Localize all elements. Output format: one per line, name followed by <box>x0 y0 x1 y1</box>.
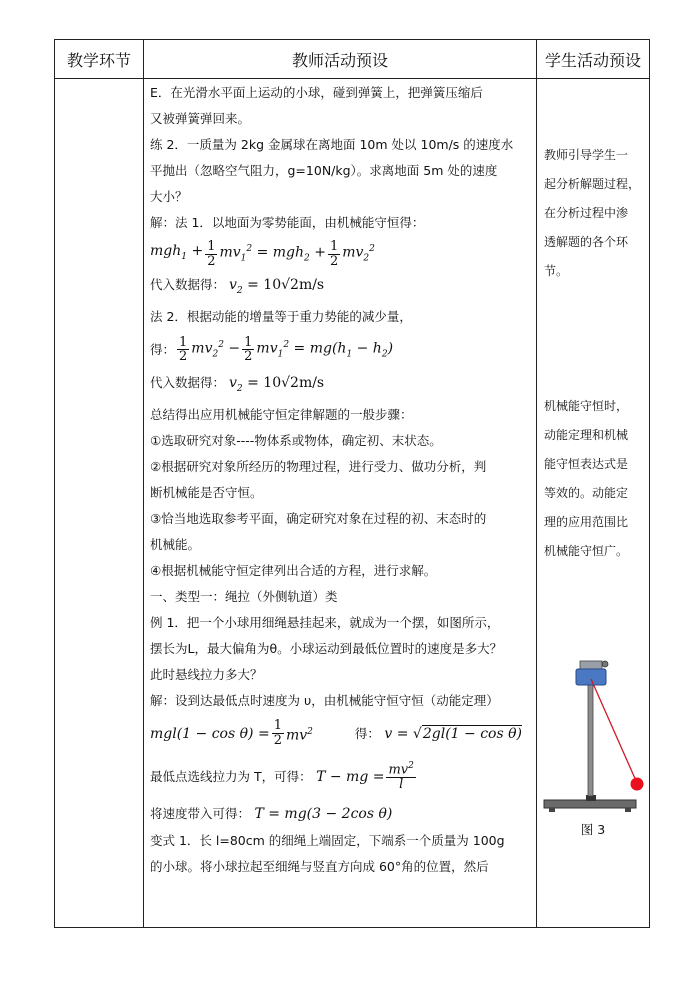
equation-tension-result: 将速度带入可得： T = mg(3 − 2cos θ) <box>150 800 550 828</box>
text-line: 此时悬线拉力多大？ <box>150 666 263 682</box>
note-line: 透解题的各个环 <box>544 235 629 249</box>
equation-kinetic-energy: 得： $\frac{1}{2}$ $mv_2^2$ − $\frac{1}{2}$ $mv_1^2 = mg(h_1 - h_2)$ <box>150 334 394 365</box>
text-line: 例 1．把一个小球用细绳悬挂起来，就成为一个摆，如图所示， <box>150 614 500 630</box>
result-value: 10√2m/s <box>263 374 325 391</box>
column-divider <box>143 40 144 927</box>
note-line: 理的应用范围比 <box>544 515 629 529</box>
section-heading: 一、类型一：绳拉（外侧轨道）类 <box>150 588 338 604</box>
stand-base <box>544 800 636 808</box>
de-label: 得： <box>354 725 380 741</box>
clamp-icon <box>576 669 606 685</box>
text-line: 总结得出应用机械能守恒定律解题的一般步骤： <box>150 406 413 422</box>
note-line: 能守恒表达式是 <box>544 457 629 471</box>
note-line: 教师引导学生一 <box>544 148 629 162</box>
note-line: 机械能守恒广。 <box>544 544 629 558</box>
clamp-screw-icon <box>602 661 608 667</box>
text-line: 法 2．根据动能的增量等于重力势能的减少量， <box>150 308 412 324</box>
result-label: 代入数据得： <box>150 374 226 390</box>
step-item: ②根据研究对象所经历的物理过程，进行受力、做功分析，判 <box>150 458 487 474</box>
step-item: 断机械能是否守恒。 <box>150 484 263 500</box>
text-line: E．在光滑水平面上运动的小球，碰到弹簧上，把弹簧压缩后 <box>150 85 483 100</box>
result-value: 10√2m/s <box>263 277 325 293</box>
stand-foot <box>625 808 631 812</box>
figure-caption: 图 3 <box>580 822 606 837</box>
de-label: 得： <box>150 341 176 357</box>
text-line: 解：设到达最低点时速度为 υ，由机械能守恒守恒（动能定理） <box>150 692 499 708</box>
stand-pole <box>588 683 593 796</box>
text-line: 解：法 1．以地面为零势能面，由机械能守恒得： <box>150 215 425 230</box>
pendulum-figure <box>541 655 651 815</box>
equation-energy-conservation: mgh$_1$ + $\frac{1}{2}$ $mv_1^2 = mgh_2$ + $\frac{1}{2}$ $mv_2^2$ <box>150 238 375 269</box>
header-teacher-activity: 教师活动预设 <box>291 51 388 70</box>
note-line: 等效的。动能定 <box>544 486 629 500</box>
step-item: ④根据机械能守恒定律列出合适的方程，进行求解。 <box>150 562 437 578</box>
pendulum-ball-icon <box>631 778 644 791</box>
equation-tension: 最低点选线拉力为 T，可得： T − mg = $\frac{mv^2}{l}$ <box>150 760 414 792</box>
result-line: 代入数据得： $v_2 = 10√2m/s$ <box>150 277 325 296</box>
teacher-activity-content <box>150 80 550 880</box>
text-line: 变式 1．长 l=80cm 的细绳上端固定，下端系一个质量为 100g <box>150 832 505 848</box>
note-line: 机械能守恒时， <box>544 399 629 413</box>
result-line: 代入数据得： $v_2 = 10√2m/s$ <box>150 374 325 394</box>
text-line: 平抛出（忽略空气阻力，g=10N/kg）。求离地面 5m 处的速度 <box>150 163 498 178</box>
note-line: 节。 <box>544 264 569 278</box>
pendulum-string <box>591 679 637 783</box>
student-note-1 <box>544 141 650 286</box>
step-item: ③恰当地选取参考平面，确定研究对象在过程的初、末态时的 <box>150 510 487 526</box>
note-line: 起分析解题过程， <box>544 177 641 191</box>
text-line: 大小？ <box>150 189 188 204</box>
equation-pendulum-speed: mgl(1 − cos θ) = $\frac{1}{2}$ $mv^2$ 得： v = √2gl(1 − cos θ) <box>150 718 522 749</box>
speed-sub-label: 将速度带入可得： <box>150 805 251 821</box>
stand-foot <box>549 808 555 812</box>
text-line: 的小球。将小球拉起至细绳与竖直方向成 60°角的位置，然后 <box>150 858 489 874</box>
lesson-table <box>54 39 650 928</box>
note-line: 在分析过程中渗 <box>544 206 629 220</box>
text-line: 摆长为L，最大偏角为θ。小球运动到最低位置时的速度是多大？ <box>150 640 503 656</box>
header-teaching-stage: 教学环节 <box>66 51 131 70</box>
step-item: 机械能。 <box>150 536 201 552</box>
text-line: 练 2．一质量为 2kg 金属球在离地面 10m 处以 10m/s 的速度水 <box>150 137 514 152</box>
text-line: 又被弹簧弹回来。 <box>150 111 251 126</box>
tension-label: 最低点选线拉力为 T，可得： <box>150 768 312 784</box>
step-item: ①选取研究对象----物体系或物体，确定初、末状态。 <box>150 432 442 448</box>
result-label: 代入数据得： <box>150 277 226 292</box>
student-note-2 <box>544 392 650 566</box>
note-line: 动能定理和机械 <box>544 428 629 442</box>
header-student-activity: 学生活动预设 <box>544 51 641 70</box>
